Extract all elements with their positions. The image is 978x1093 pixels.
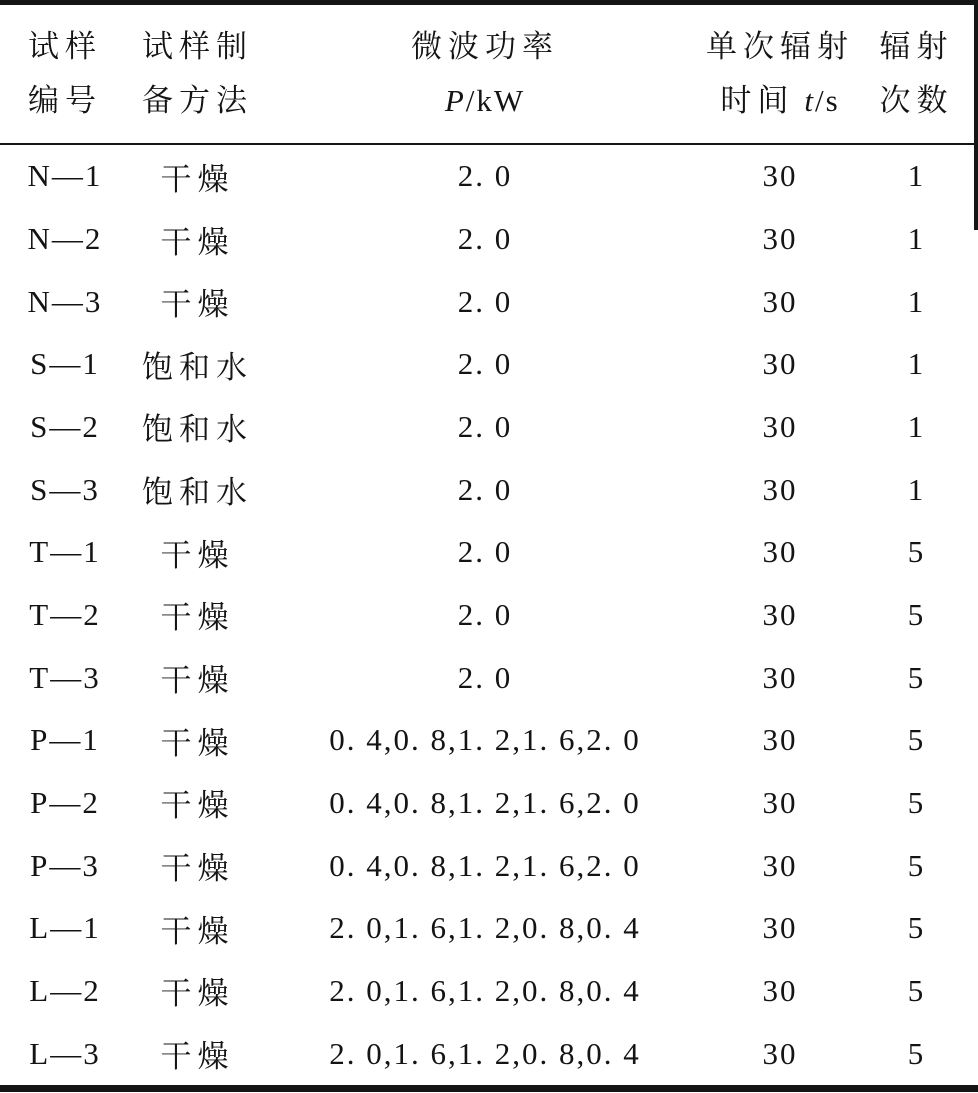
col-header-irradiation-time: [705, 5, 855, 144]
count-cell: 1: [907, 283, 926, 319]
sample-id-cell: L—1: [29, 910, 101, 946]
prep-method-cell: 干燥: [160, 224, 235, 260]
table-header: [0, 5, 978, 144]
col-header-sample-id-line1: 试样: [28, 29, 102, 64]
time-cell: 30: [762, 847, 798, 883]
prep-method-cell: 饱和水: [142, 475, 253, 511]
col-header-irradiation-time-unit: [705, 74, 855, 128]
col-header-prep-method-line1: 试样制: [142, 29, 253, 64]
count-cell: 1: [907, 346, 926, 382]
time-symbol: t: [804, 83, 815, 118]
count-cell: 1: [907, 221, 926, 256]
sample-id-cell: N—3: [27, 283, 103, 319]
power-cell: 2. 0: [457, 283, 513, 319]
time-cell: 30: [762, 283, 798, 319]
power-symbol: P: [444, 83, 466, 118]
prep-method-cell: 干燥: [160, 725, 235, 761]
power-cell: 0. 4,0. 8,1. 2,1. 6,2. 0: [329, 847, 641, 883]
time-cell: 30: [762, 346, 798, 382]
sample-id-cell: S—3: [30, 471, 100, 507]
header-row: [0, 5, 978, 144]
table-row: [0, 584, 978, 647]
prep-method-cell: 干燥: [160, 600, 235, 636]
time-cell: 30: [762, 534, 798, 570]
time-cell: 30: [762, 158, 798, 194]
col-header-irradiation-count-line2: 次数: [879, 83, 954, 118]
table-row: [0, 270, 978, 333]
sample-id-cell: L—2: [29, 972, 101, 1008]
time-cell: 30: [762, 784, 798, 820]
prep-method-cell: 饱和水: [142, 349, 253, 385]
prep-method-cell: 干燥: [160, 663, 235, 699]
power-cell: 2. 0: [457, 534, 513, 570]
col-header-microwave-power-title: 微波功率: [411, 29, 559, 64]
time-label: 时间: [720, 83, 795, 118]
sample-id-cell: T—3: [29, 659, 101, 695]
power-cell: 2. 0: [457, 408, 513, 444]
sample-id-cell: P—3: [30, 847, 100, 883]
experiment-parameters-table: [0, 5, 978, 1085]
time-cell: 30: [762, 910, 798, 946]
prep-method-cell: 干燥: [160, 788, 235, 824]
count-cell: 1: [907, 471, 926, 507]
time-unit: /s: [814, 83, 840, 118]
prep-method-cell: 干燥: [160, 161, 235, 197]
count-cell: 1: [907, 408, 926, 444]
sample-id-cell: S—1: [30, 346, 100, 382]
power-cell: 2. 0,1. 6,1. 2,0. 8,0. 4: [329, 1035, 641, 1071]
col-header-irradiation-count-line1: 辐射: [879, 29, 954, 64]
prep-method-cell: 干燥: [160, 851, 235, 887]
col-header-microwave-power-unit: [265, 74, 705, 128]
table-row: [0, 333, 978, 396]
power-cell: 2. 0: [457, 221, 513, 256]
table-row: [0, 897, 978, 960]
time-cell: 30: [762, 596, 798, 632]
power-cell: 2. 0: [457, 659, 513, 695]
count-cell: 5: [907, 534, 926, 570]
col-header-sample-id: [0, 5, 130, 144]
table-row: [0, 208, 978, 271]
power-cell: 2. 0: [457, 158, 513, 194]
table-row: [0, 709, 978, 772]
sample-id-cell: P—1: [30, 722, 100, 758]
power-cell: 0. 4,0. 8,1. 2,1. 6,2. 0: [329, 722, 641, 758]
table-bottom-rule: [0, 1085, 978, 1092]
sample-id-cell: T—2: [29, 596, 101, 632]
count-cell: 1: [907, 158, 926, 194]
sample-id-cell: S—2: [30, 408, 100, 444]
col-header-microwave-power: [265, 5, 705, 144]
time-cell: 30: [762, 471, 798, 507]
table-row: [0, 1022, 978, 1085]
time-cell: 30: [762, 408, 798, 444]
col-header-prep-method-line2: 备方法: [142, 83, 253, 118]
table-row: [0, 960, 978, 1023]
table-row: [0, 834, 978, 897]
col-header-prep-method: [130, 5, 265, 144]
count-cell: 5: [907, 910, 926, 946]
count-cell: 5: [907, 784, 926, 820]
power-cell: 0. 4,0. 8,1. 2,1. 6,2. 0: [329, 784, 641, 820]
count-cell: 5: [907, 659, 926, 695]
table-body: [0, 144, 978, 1085]
time-cell: 30: [762, 972, 798, 1008]
table-row: [0, 772, 978, 835]
power-cell: 2. 0: [457, 471, 513, 507]
count-cell: 5: [907, 972, 926, 1008]
prep-method-cell: 干燥: [160, 537, 235, 573]
table-row: [0, 521, 978, 584]
time-cell: 30: [762, 659, 798, 695]
prep-method-cell: 干燥: [160, 1039, 235, 1075]
sample-id-cell: T—1: [29, 534, 101, 570]
count-cell: 5: [907, 722, 926, 758]
sample-id-cell: N—2: [27, 221, 103, 256]
table-row: [0, 144, 978, 208]
power-cell: 2. 0: [457, 596, 513, 632]
col-header-irradiation-time-title: 单次辐射: [706, 29, 854, 64]
table-row: [0, 396, 978, 459]
time-cell: 30: [762, 1035, 798, 1071]
prep-method-cell: 饱和水: [142, 412, 253, 448]
table-row: [0, 646, 978, 709]
col-header-sample-id-line2: 编号: [28, 83, 102, 118]
count-cell: 5: [907, 596, 926, 632]
prep-method-cell: 干燥: [160, 976, 235, 1012]
prep-method-cell: 干燥: [160, 287, 235, 323]
col-header-irradiation-count: [855, 5, 978, 144]
power-cell: 2. 0,1. 6,1. 2,0. 8,0. 4: [329, 910, 641, 946]
time-cell: 30: [762, 221, 798, 256]
power-cell: 2. 0: [457, 346, 513, 382]
sample-id-cell: P—2: [30, 784, 100, 820]
count-cell: 5: [907, 1035, 926, 1071]
sample-id-cell: N—1: [27, 158, 103, 194]
count-cell: 5: [907, 847, 926, 883]
time-cell: 30: [762, 722, 798, 758]
power-unit: /kW: [465, 83, 526, 118]
power-cell: 2. 0,1. 6,1. 2,0. 8,0. 4: [329, 972, 641, 1008]
sample-id-cell: L—3: [29, 1035, 101, 1071]
table-row: [0, 458, 978, 521]
prep-method-cell: 干燥: [160, 913, 235, 949]
